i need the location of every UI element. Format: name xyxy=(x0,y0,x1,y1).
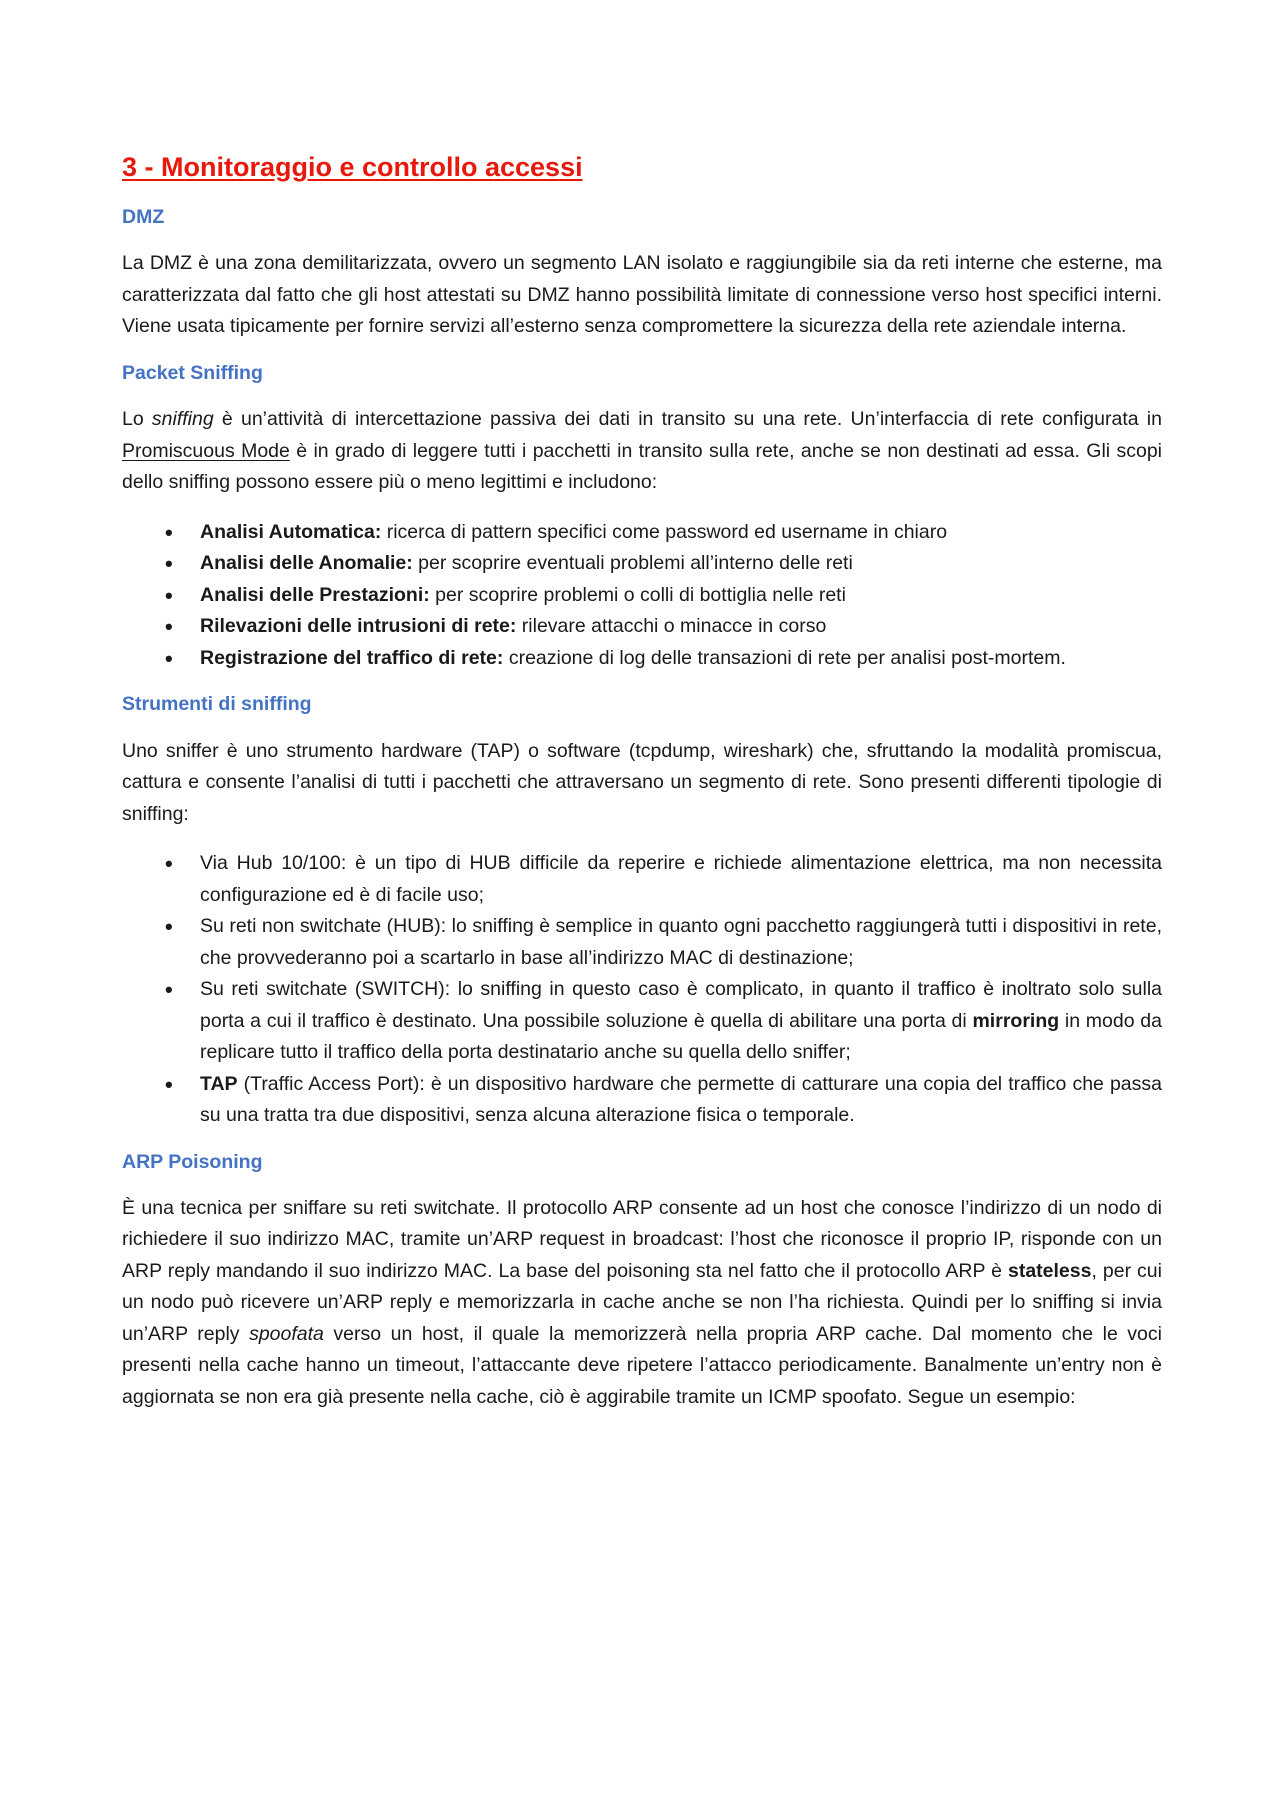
list-item: • Su reti switchate (SWITCH): lo sniffing in questo caso è complicato, in quanto il traffico è inoltrato solo sulla porta a cui il traffico è destinato. Una possibile soluzione è quella di abilitare una porta di mirroring in modo da replicare tutto il traffico della porta destinatario anche su quella dello sniffer; xyxy=(200,974,1162,1069)
page-title: 3 - Monitoraggio e controllo accessi xyxy=(122,152,583,182)
sniffing-types-list xyxy=(122,848,1162,1132)
packet-sniffing-paragraph: Lo sniffing è un’attività di intercettazione passiva dei dati in transito su una rete. Un’interfaccia di rete configurata in Promiscuous Mode è in grado di leggere tutti i pacchetti in transito sulla rete, anche se non destinati ad essa. Gli scopi dello sniffing possono essere più o meno legittimi e includono: xyxy=(122,408,1162,494)
section-heading-dmz: DMZ xyxy=(122,206,165,229)
list-item: • Rilevazioni delle intrusioni di rete: rilevare attacchi o minacce in corso xyxy=(200,611,1162,643)
sniffing-tools-paragraph: Uno sniffer è uno strumento hardware (TAP) o software (tcpdump, wireshark) che, sfruttando la modalità promiscua, cattura e consente l’analisi di tutti i pacchetti che attraversano un segmento di rete. Sono presenti differenti tipologie di sniffing: xyxy=(122,739,1162,825)
list-item: • TAP (Traffic Access Port): è un dispositivo hardware che permette di catturare una copia del traffico che passa su una tratta tra due dispositivi, senza alcuna alterazione fisica o temporale. xyxy=(200,1069,1162,1132)
section-heading-packet-sniffing: Packet Sniffing xyxy=(122,361,263,384)
dmz-paragraph: La DMZ è una zona demilitarizzata, ovvero un segmento LAN isolato e raggiungibile sia da reti interne che esterne, ma caratterizzata dal fatto che gli host attestati su DMZ hanno possibilità limitate di connessione verso host specifici interni. Viene usata tipicamente per fornire servizi all’esterno senza compromettere la sicurezza della rete aziendale interna. xyxy=(122,252,1162,338)
list-item: • Analisi delle Prestazioni: per scoprire problemi o colli di bottiglia nelle reti xyxy=(200,580,1162,612)
section-heading-arp-poisoning: ARP Poisoning xyxy=(122,1150,263,1173)
list-item: • Analisi Automatica: ricerca di pattern specifici come password ed username in chiaro xyxy=(200,517,1162,549)
promiscuous-mode-term: Promiscuous Mode xyxy=(122,439,290,462)
list-item: • Via Hub 10/100: è un tipo di HUB difficile da reperire e richiede alimentazione elettrica, ma non necessita configurazione ed è di facile uso; xyxy=(200,848,1162,911)
spoofata-term: spoofata xyxy=(249,1322,324,1345)
arp-poisoning-paragraph: È una tecnica per sniffare su reti switchate. Il protocollo ARP consente ad un host che conosce l’indirizzo di un nodo di richiedere il suo indirizzo MAC, tramite un’ARP request in broadcast: l’host che riconosce il proprio IP, risponde con un ARP reply mandando il suo indirizzo MAC. La base del poisoning sta nel fatto che il protocollo ARP è stateless, per cui un nodo può ricevere un’ARP reply e memorizzarla in cache anche se non l’ha richiesta. Quindi per lo sniffing si invia un’ARP reply spoofata verso un host, il quale la memorizzerà nella propria ARP cache. Dal momento che le voci presenti nella cache hanno un timeout, l’attaccante deve ripetere l’attacco periodicamente. Banalmente un’entry non è aggiornata se non era già presente nella cache, ciò è aggirabile tramite un ICMP spoofato. Segue un esempio: xyxy=(122,1196,1162,1408)
sniffing-purposes-list xyxy=(122,517,1162,675)
section-heading-sniffing-tools: Strumenti di sniffing xyxy=(122,693,312,716)
list-item: • Su reti non switchate (HUB): lo sniffing è semplice in quanto ogni pacchetto raggiungerà tutti i dispositivi in rete, che provvederanno poi a scartarlo in base all’indirizzo MAC di destinazione; xyxy=(200,911,1162,974)
stateless-term: stateless xyxy=(1007,1259,1092,1282)
sniffing-term: sniffing xyxy=(151,408,214,431)
list-item: • Registrazione del traffico di rete: creazione di log delle transazioni di rete per analisi post-mortem. xyxy=(200,643,1162,675)
list-item: • Analisi delle Anomalie: per scoprire eventuali problemi all’interno delle reti xyxy=(200,548,1162,580)
